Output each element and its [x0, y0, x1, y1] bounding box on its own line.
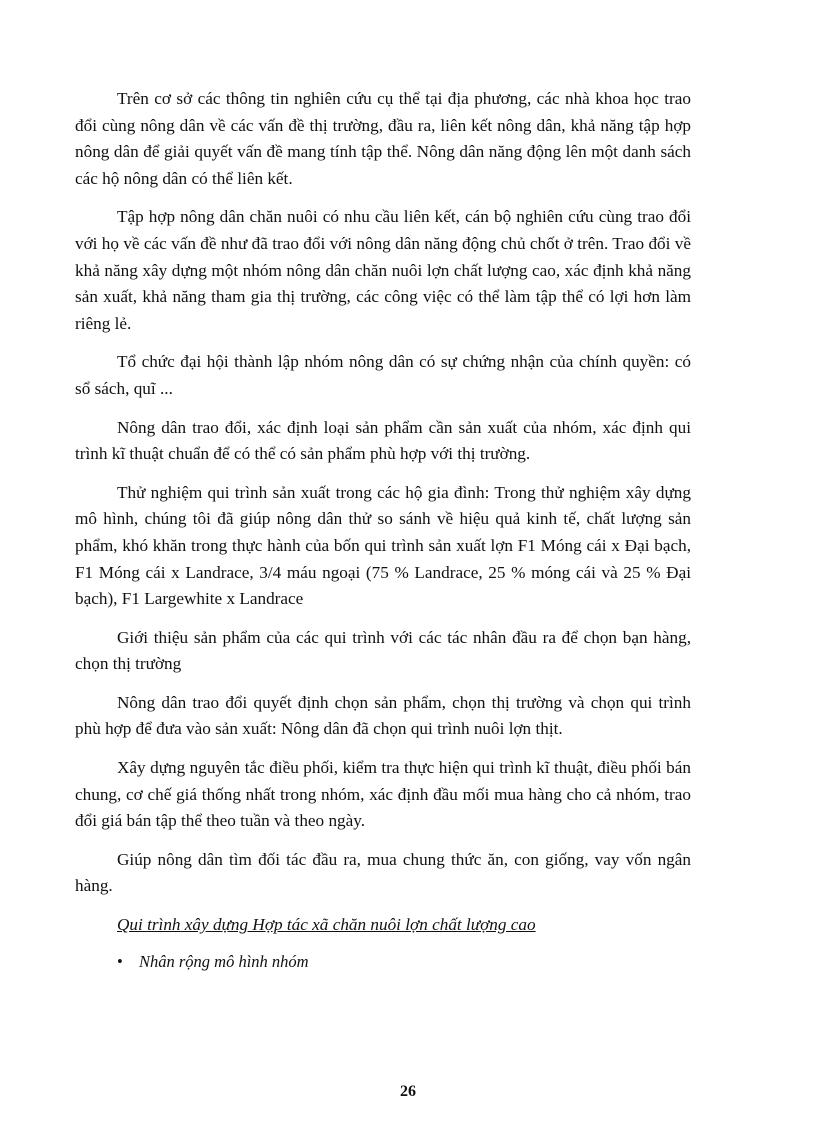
- bullet-marker: •: [117, 951, 123, 971]
- paragraph-6: Giới thiệu sản phẩm của các qui trình với các tác nhân đầu ra để chọn bạn hàng, chọn thị trường: [75, 627, 691, 674]
- paragraph-1: Trên cơ sở các thông tin nghiên cứu cụ thể tại địa phương, các nhà khoa học trao đổi cùng nông dân về các vấn đề thị trường, đầu ra, liên kết nông dân, khả năng tập hợp nông dân để giải quyết vấn đề mang tính tập thể. Nông dân năng động lên một danh sách các hộ nông dân có thể liên kết.: [75, 89, 691, 188]
- paragraph-8: Xây dựng nguyên tắc điều phối, kiểm tra thực hiện qui trình kĩ thuật, điều phối bán chung, cơ chế giá thống nhất trong nhóm, xác định đầu mối mua hàng cho cả nhóm, trao đổi giá bán tập thể theo tuần và theo ngày.: [75, 758, 691, 831]
- paragraph-4: Nông dân trao đổi, xác định loại sản phẩm cần sản xuất của nhóm, xác định qui trình kĩ thuật chuẩn để có thể có sản phẩm phù hợp với thị trường.: [75, 417, 691, 464]
- bullet-list-item: [75, 949, 691, 976]
- paragraph-7: Nông dân trao đổi quyết định chọn sản phẩm, chọn thị trường và chọn qui trình phù hợp để đưa vào sản xuất: Nông dân đã chọn qui trình nuôi lợn thịt.: [75, 692, 691, 739]
- document-body: [75, 86, 691, 975]
- page-number: 26: [400, 1083, 416, 1100]
- paragraph-3: Tổ chức đại hội thành lập nhóm nông dân có sự chứng nhận của chính quyền: có sổ sách, quĩ ...: [75, 352, 691, 398]
- paragraph-5: Thử nghiệm qui trình sản xuất trong các hộ gia đình: Trong thử nghiệm xây dựng mô hình, chúng tôi đã giúp nông dân thử so sánh về hiệu quả kinh tế, chất lượng sản phẩm, khó khăn trong thực hành của bốn qui trình sản xuất lợn F1 Móng cái x Đại bạch, F1 Móng cái x Landrace, 3/4 máu ngoại (75 % Landrace, 25 % móng cái và 25 % Đại bạch), F1 Largewhite x Landrace: [75, 482, 691, 609]
- paragraph-2: Tập hợp nông dân chăn nuôi có nhu cầu liên kết, cán bộ nghiên cứu cùng trao đổi với họ về các vấn đề như đã trao đổi với nông dân năng động chủ chốt ở trên. Trao đổi về khả năng xây dựng một nhóm nông dân chăn nuôi lợn chất lượng cao, xác định khả năng sản xuất, khả năng tham gia thị trường, các công việc có thể làm tập thể có lợi hơn làm riêng lẻ.: [75, 207, 691, 333]
- bullet-item-text: Nhân rộng mô hình nhóm: [139, 951, 309, 971]
- section-heading: Qui trình xây dựng Hợp tác xã chăn nuôi lợn chất lượng cao: [117, 915, 536, 935]
- paragraph-9: Giúp nông dân tìm đối tác đầu ra, mua chung thức ăn, con giống, vay vốn ngân hàng.: [75, 849, 691, 896]
